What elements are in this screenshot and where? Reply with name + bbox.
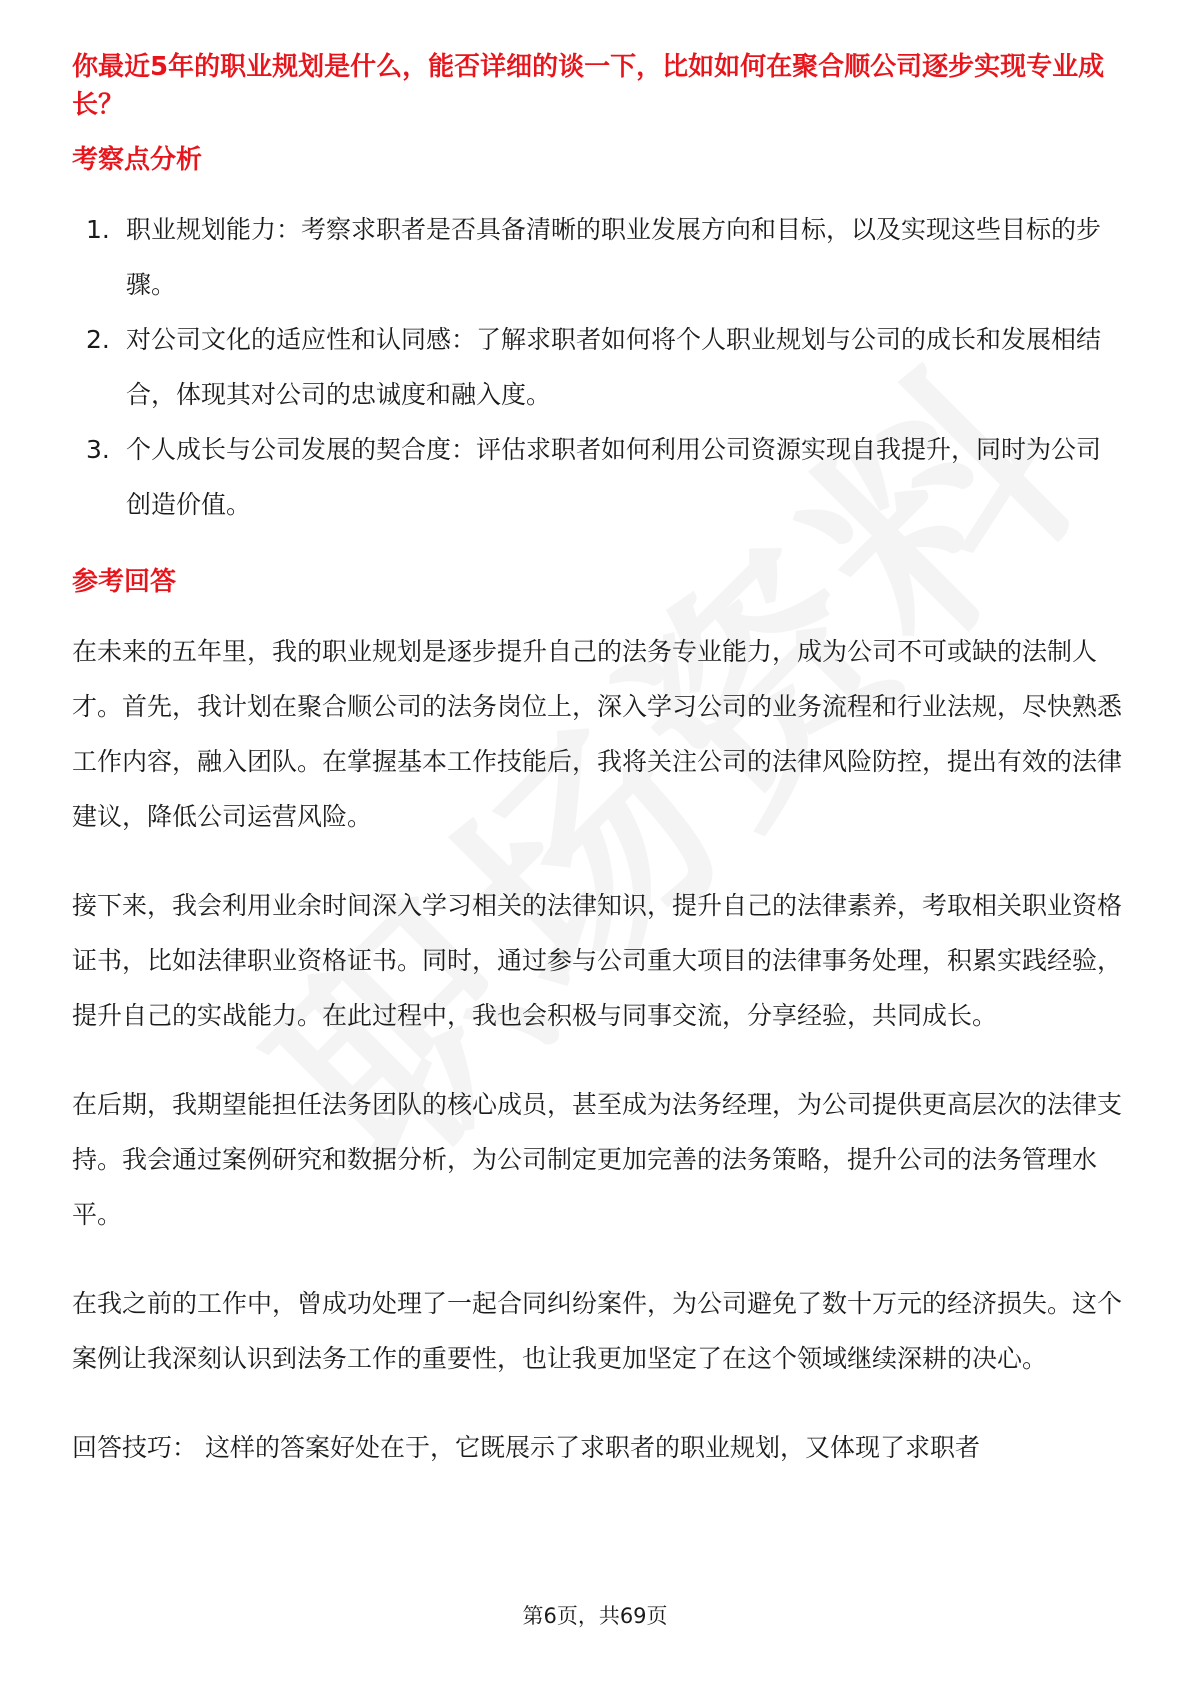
analysis-point-number: 1. [86, 215, 110, 244]
analysis-point-text: 个人成长与公司发展的契合度：评估求职者如何利用公司资源实现自我提升，同时为公司创造价值。 [126, 435, 1102, 519]
answer-paragraph: 在未来的五年里，我的职业规划是逐步提升自己的法务专业能力，成为公司不可或缺的法制人才。首先，我计划在聚合顺公司的法务岗位上，深入学习公司的业务流程和行业法规，尽快熟悉工作内容，融入团队。在掌握基本工作技能后，我将关注公司的法律风险防控，提出有效的法律建议，降低公司运营风险。 [72, 637, 1123, 831]
answer-section-title: 参考回答 [72, 567, 177, 597]
answer-paragraph: 在后期，我期望能担任法务团队的核心成员，甚至成为法务经理，为公司提供更高层次的法律支持。我会通过案例研究和数据分析，为公司制定更加完善的法务策略，提升公司的法务管理水平。 [72, 1090, 1123, 1229]
analysis-point [72, 422, 1122, 532]
analysis-point-number: 3. [86, 435, 110, 464]
answer-paragraph: 接下来，我会利用业余时间深入学习相关的法律知识，提升自己的法律素养，考取相关职业资格证书，比如法律职业资格证书。同时，通过参与公司重大项目的法律事务处理，积累实践经验，提升自己的实战能力。在此过程中，我也会积极与同事交流，分享经验，共同成长。 [72, 891, 1123, 1030]
analysis-section-title: 考察点分析 [72, 145, 203, 175]
document-body [72, 48, 1122, 1509]
answer-tip-paragraph: 回答技巧： 这样的答案好处在于，它既展示了求职者的职业规划，又体现了求职者 [72, 1433, 980, 1462]
interview-question: 你最近5年的职业规划是什么，能否详细的谈一下，比如如何在聚合顺公司逐步实现专业成长？ [72, 52, 1105, 120]
analysis-point [72, 202, 1122, 312]
analysis-point-text: 对公司文化的适应性和认同感：了解求职者如何将个人职业规划与公司的成长和发展相结合，体现其对公司的忠诚度和融入度。 [126, 325, 1102, 409]
analysis-point [72, 312, 1122, 422]
analysis-point-text: 职业规划能力：考察求职者是否具备清晰的职业发展方向和目标，以及实现这些目标的步骤。 [126, 215, 1102, 299]
answer-paragraph: 在我之前的工作中，曾成功处理了一起合同纠纷案件，为公司避免了数十万元的经济损失。这个案例让我深刻认识到法务工作的重要性，也让我更加坚定了在这个领域继续深耕的决心。 [72, 1289, 1123, 1373]
analysis-point-number: 2. [86, 325, 110, 354]
page-number-footer: 第6页，共69页 [522, 1604, 668, 1628]
analysis-points-list [72, 202, 1122, 532]
